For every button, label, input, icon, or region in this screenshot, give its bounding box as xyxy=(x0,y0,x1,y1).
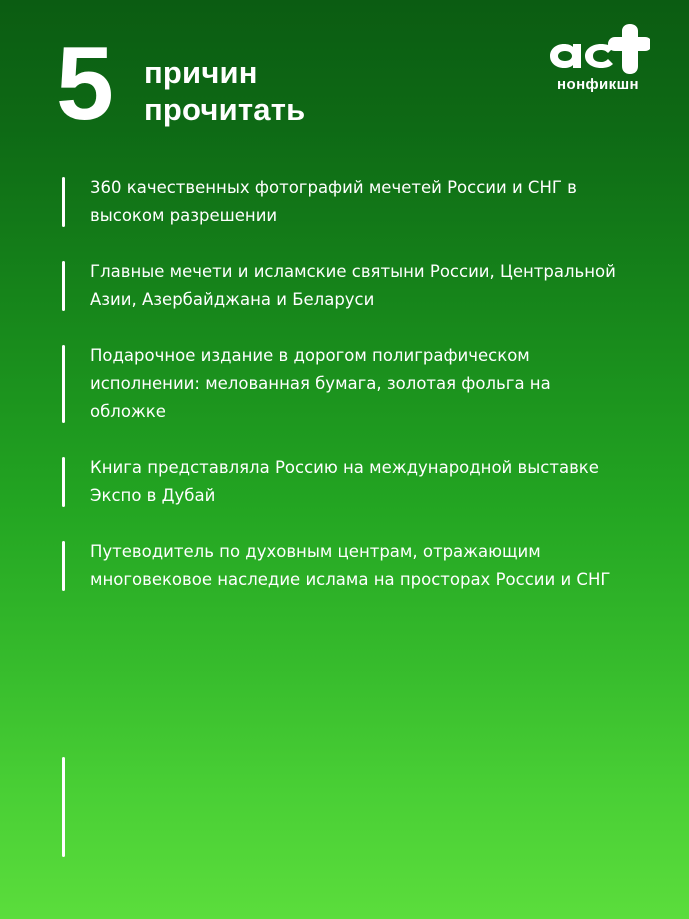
page-title-line2: прочитать xyxy=(144,92,306,127)
list-item xyxy=(62,258,619,314)
reasons-list xyxy=(62,174,619,622)
page-title-line1: причин xyxy=(144,55,258,90)
list-item-label: Путеводитель по духовным центрам, отражающим многовековое наследие ислама на просторах России и СНГ xyxy=(90,542,611,589)
list-item-label: 360 качественных фотографий мечетей России и СНГ в высоком разрешении xyxy=(90,178,577,225)
page-title xyxy=(144,54,305,128)
list-item xyxy=(62,174,619,230)
list-item-accent-bar xyxy=(62,177,65,227)
list-item-accent-bar xyxy=(62,541,65,591)
list-item-accent-bar xyxy=(62,457,65,507)
list-item-accent-bar xyxy=(62,345,65,423)
decorative-accent-bar xyxy=(62,757,65,857)
list-item xyxy=(62,342,619,426)
publisher-logo xyxy=(543,22,653,112)
list-item xyxy=(62,454,619,510)
list-item-label: Подарочное издание в дорогом полиграфическом исполнении: мелованная бумага, золотая фольга на обложке xyxy=(90,346,551,421)
list-item-label: Главные мечети и исламские святыни России, Центральной Азии, Азербайджана и Беларуси xyxy=(90,262,616,309)
reason-count-number: 5 xyxy=(56,26,111,142)
list-item-accent-bar xyxy=(62,261,65,311)
ast-logo-mark-icon xyxy=(546,22,650,80)
list-item xyxy=(62,538,619,594)
publisher-logo-subtitle: нонфикшн xyxy=(557,76,639,93)
list-item-label: Книга представляла Россию на международной выставке Экспо в Дубай xyxy=(90,458,599,505)
